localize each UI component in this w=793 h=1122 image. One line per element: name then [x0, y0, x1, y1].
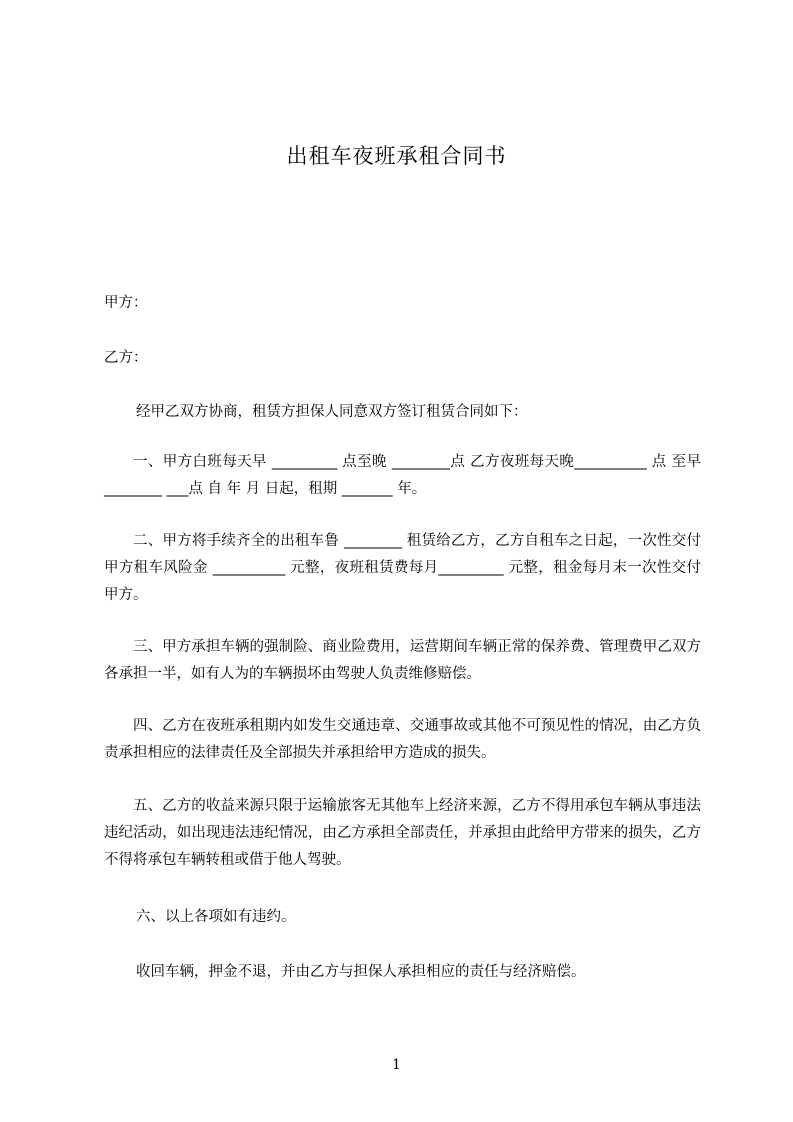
- clause-6: 六、以上各项如有违约。: [136, 909, 296, 925]
- clause-5: 五、乙方的收益来源只限于运输旅客无其他车上经济来源，乙方不得用承包车辆从事违法违纪活动，如出现违法违纪情况，由乙方承担全部责任，并承担由此给甲方带来的损失，乙方不得将承包车辆转租或借于他人驾驶。: [104, 798, 701, 868]
- closing-text: 收回车辆，押金不退，并由乙方与担保人承担相应的责任与经济赔偿。: [136, 964, 586, 980]
- party-b-label: 乙方：: [104, 350, 148, 366]
- intro-text: 经甲乙双方协商，租赁方担保人同意双方签订租赁合同如下：: [136, 404, 528, 420]
- clause-1: 一、甲方白班每天早 _________ 点至晚 ________点 乙方夜班每天晚__________ 点 至早________ ___点 自 年 月 日起，租期 _______ 年。: [104, 454, 701, 497]
- page-number: 1: [392, 1057, 401, 1073]
- party-a-label: 甲方：: [104, 295, 148, 311]
- document-title: 出租车夜班承租合同书: [286, 144, 507, 168]
- clause-2: 二、甲方将手续齐全的出租车鲁 ________ 租赁给乙方，乙方自租车之日起，一次性交付甲方租车风险金 __________ 元整，夜班租赁费每月_________ 元整，租金每月末一次性交付甲方。: [104, 533, 701, 603]
- clause-3: 三、甲方承担车辆的强制险、商业险费用，运营期间车辆正常的保养费、管理费甲乙双方各承担一半，如有人为的车辆损坏由驾驶人负责维修赔偿。: [104, 639, 701, 682]
- clause-4: 四、乙方在夜班承租期内如发生交通违章、交通事故或其他不可预见性的情况，由乙方负责承担相应的法律责任及全部损失并承担给甲方造成的损失。: [104, 718, 701, 761]
